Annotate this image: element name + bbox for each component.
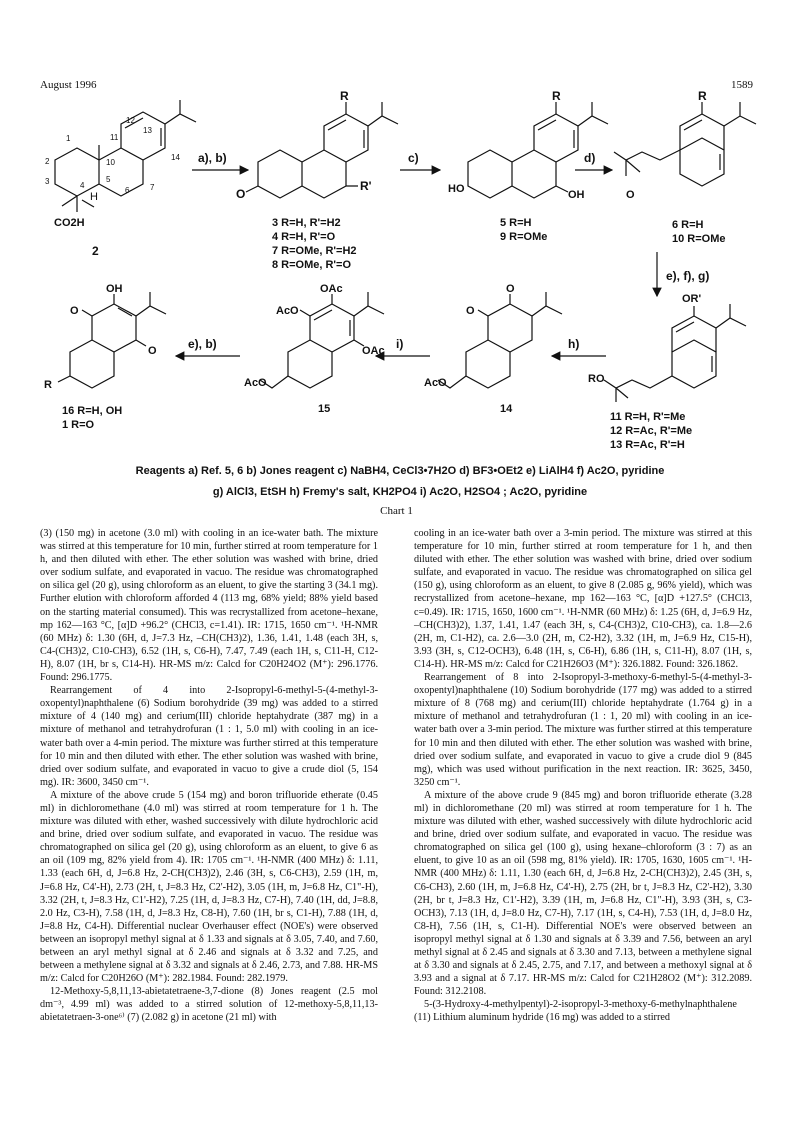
svg-text:12: 12 <box>126 116 135 125</box>
structure-compound-16-1 <box>44 283 166 431</box>
paragraph: 12-Methoxy-5,8,11,13-abietatetraene-3,7-dione (8) Jones reagent (2.5 mol dm⁻³, 4.99 ml) was added to a stirred solution of 12-methoxy-5,8,11,13-abietatetraen-3-one⁶⁾ (7) (2.082 g) in acetone (21 ml) with <box>40 986 378 1024</box>
oh-label: OH <box>106 283 123 295</box>
running-header-date: August 1996 <box>40 79 97 91</box>
left-text-column <box>40 527 378 1025</box>
r-label: R <box>698 90 707 103</box>
compound-10-label: 10 R=OMe <box>672 233 726 245</box>
structure-compound-11-13 <box>588 293 746 451</box>
ho-label: HO <box>448 183 465 195</box>
ro-label: RO <box>588 373 605 385</box>
compound-11-label: 11 R=H, R'=Me <box>610 411 686 423</box>
paragraph: cooling in an ice-water bath over a 3-min period. The mixture was stirred at this temperature for 10 min, further stirred at room temperature for 1 h, and then diluted with ether. The ether solution was washed with brine, dried over sodium sulfate, and evaporated in vacuo. The residue was chromatographed on silica gel (150 g), using chloroform as an eluent, to give 8 (2.085 g, 96% yield), which was recrystallized from acetone–hexane, mp 162—163 °C, [α]D +127.5° (CHCl3, c=0.49). IR: 1715, 1650, 1600 cm⁻¹. ¹H-NMR (60 MHz) δ: 1.25 (6H, d, J=6.9 Hz, –CH(CH3)2), 1.37, 1.41, 1.47 (each 3H, s, C4-(CH3)2, C10-CH3), ca. 1.8—2.6 (2H, m, C1-H2), ca. 2.6—3.0 (2H, m, C2-H2), 3.32 (1H, m, J=6.9 Hz, C15-H), 3.93 (3H, s, C12-OCH3), 6.48 (1H, s, C6-H), 6.86 (1H, s, C11-H), 8.07 (1H, s, C14-H). HR-MS m/z: Calcd for C21H26O3 (M⁺): 326.1882. Found: 326.1862. <box>414 528 752 670</box>
aco-label: AcO <box>276 305 299 317</box>
compound-7-label: 7 R=OMe, R'=H2 <box>272 245 357 257</box>
svg-text:1: 1 <box>66 134 71 143</box>
svg-text:4: 4 <box>80 181 85 190</box>
o-label: O <box>70 305 79 317</box>
paragraph: Rearrangement of 4 into 2-Isopropyl-6-methyl-5-(4-methyl-3-oxopentyl)naphthalene (6) Sodium borohydride (39 mg) was added to a stirred mixture of 4 (140 mg) and cerium(III) chloride heptahydrate (387 mg) in a mixture of methanol and tetrahydrofuran (1 : 1, 5.0 ml) with cooling in an ice-water bath over a 4-min period. The mixture was further stirred at this temperature for 10 min and then diluted with ether. The ether solution was washed with brine, dried over sodium sulfate, and evaporated in vacuo to give a crude diol (5, 154 mg). IR: 3600, 3450 cm⁻¹. <box>40 685 378 788</box>
oac-label: OAc <box>320 283 343 295</box>
svg-text:7: 7 <box>150 183 155 192</box>
structure-compound-2 <box>45 100 196 258</box>
structure-compound-6-10 <box>614 90 756 245</box>
compound-16-label: 16 R=H, OH <box>62 405 123 417</box>
reagents-line-2: g) AlCl3, EtSH h) Fremy's salt, KH2PO4 i) Ac2O, H2SO4 ; Ac2O, pyridine <box>212 486 588 498</box>
r-label: R <box>552 90 561 103</box>
rp-label: R' <box>360 179 372 193</box>
compound-15-label: 15 <box>318 403 331 415</box>
svg-text:14: 14 <box>171 153 180 162</box>
arrow-eb-label: e), b) <box>188 337 217 351</box>
arrow-d-label: d) <box>584 151 596 165</box>
o-label: O <box>506 283 515 295</box>
oh-label: OH <box>568 189 585 201</box>
aco-label: AcO <box>424 377 447 389</box>
r-label: R <box>44 379 52 391</box>
compound-9-label: 9 R=OMe <box>500 231 548 243</box>
structure-compound-3-8 <box>236 90 398 271</box>
svg-text:2: 2 <box>45 157 50 166</box>
paragraph: A mixture of the above crude 5 (154 mg) and boron trifluoride etherate (0.45 ml) in dichloromethane (4.0 ml) was stirred at room temperature for 1 h. The mixture was diluted with ether, washed successively with dilute hydrochloric acid and brine, dried over sodium sulfate, and evaporated in vacuo. The residue was chromatographed on silica gel (20 g), using chloroform as an eluent, to give 6 as an oil (109 mg, 82% yield from 4). IR: 1705 cm⁻¹. ¹H-NMR (400 MHz) δ: 1.11, 1.33 (each 6H, d, J=6.8 Hz, 2-CH(CH3)2), 2.46 (3H, s, C6-CH3), 2.59 (1H, m, J=6.8 Hz, C4'-H), 2.73 (2H, t, J=8.3 Hz, C2'-H2), 3.05 (1H, m, J=6.8 Hz, C1"-H), 3.32 (2H, t, J=8.3 Hz, C1'-H2), 7.25 (1H, d, J=8.3 Hz, C7-H), 7.40 (1H, dd, J=8.8, 2.0 Hz, C3-H), 7.58 (1H, d, J=8.3 Hz, C8-H), 7.60 (1H, br s, C1-H), 7.88 (1H, d, J=8.8 Hz, C4-H). Differential nuclear Overhauser effect (NOE's) were observed between an isopropyl methyl signal at δ 1.33 and signals at δ 3.05, 7.40, and 7.60, between an aryl methyl signal at δ 2.46 and signals at δ 3.32 and 7.25, and between a methylene signal at δ 3.32 and signals at δ 2.46, 2.73, and 7.88. HR-MS m/z: Calcd for C20H26O (M⁺): 282.1984. Found: 282.1979. <box>40 789 378 985</box>
structure-compound-14 <box>424 283 562 415</box>
arrow-i-label: i) <box>396 337 404 351</box>
compound-13-label: 13 R=Ac, R'=H <box>610 439 685 451</box>
reagents-line-1: Reagents a) Ref. 5, 6 b) Jones reagent c) NaBH4, CeCl3•7H2O d) BF3•OEt2 e) LiAlH4 f) Ac2O, pyridine <box>135 465 665 477</box>
h-label: H <box>90 191 98 203</box>
compound-8-label: 8 R=OMe, R'=O <box>272 259 352 271</box>
paragraph: Rearrangement of 8 into 2-Isopropyl-3-methoxy-6-methyl-5-(4-methyl-3-oxopentyl)naphthalene (10) Sodium borohydride (177 mg) was added to a stirred mixture of 8 (768 mg) and cerium(III) chloride heptahydrate (1.764 g) in a mixture of methanol and tetrahydrofuran (1 : 1, 20 ml) with cooling in an ice-water bath over a 3-min period. The mixture was further stirred at this temperature for 10 min and then diluted with ether. The ether solution was washed with brine, dried over sodium sulfate, and evaporated in vacuo to give a crude diol 9 (845 mg), which was used without purification in the next reaction. IR: 3625, 3450, 3250 cm⁻¹. <box>414 672 752 788</box>
paragraph: 5-(3-Hydroxy-4-methylpentyl)-2-isopropyl-3-methoxy-6-methylnaphthalene (11) Lithium aluminum hydride (16 mg) was added to a stirred <box>414 999 737 1024</box>
aco-label: AcO <box>244 377 267 389</box>
compound-1-label: 1 R=O <box>62 419 95 431</box>
r-label: R <box>340 90 349 103</box>
svg-text:3: 3 <box>45 177 50 186</box>
o-label: O <box>466 305 475 317</box>
or-label: OR' <box>682 293 702 305</box>
compound-4-label: 4 R=H, R'=O <box>272 231 336 243</box>
chart-caption: Chart 1 <box>380 505 413 517</box>
reagents-legend <box>60 461 740 503</box>
paragraph: A mixture of the above crude 9 (845 mg) and boron trifluoride etherate (3.28 ml) in dichloromethane (20 ml) was stirred at room temperature for 1 h. The mixture was diluted with ether, washed successively with dilute hydrochloric acid and brine, dried over sodium sulfate, and evaporated in vacuo. The residue was chromatographed on silica gel (100 g), using hexane–chloroform (3 : 7) as an eluent, to give 10 as an oil (598 mg, 81% yield). IR: 1705, 1630, 1605 cm⁻¹. ¹H-NMR (400 MHz) δ: 1.11, 1.30 (each 6H, d, J=6.8 Hz, 2-CH(CH3)2), 2.45 (3H, s, C6-CH3), 2.60 (1H, m, J=6.8 Hz, C4'-H), 2.75 (2H, br t, J=8.3 Hz, C2'-H2), 3.30 (2H, br t, J=8.3 Hz, C1'-H2), 3.39 (1H, m, J=6.8 Hz, C1"-H), 3.93 (3H, s, C3-OCH3), 7.13 (1H, d, J=8.0 Hz, C7-H), 7.17 (1H, s, C4-H), 7.53 (1H, d, J=8.0 Hz, C8-H), 7.56 (1H, s, C1-H). Differential NOE's were observed between an isopropyl methyl signal at δ 1.30 and signals at δ 3.39 and 7.56, between an aryl methyl signal at δ 2.45 and signals at δ 3.30 and 7.13, between a methylene signal at δ 3.30 and signals at δ 2.45, 2.75, and 7.17, and between a methoxyl signal at δ 3.93 and a signal at δ 7.17. HR-MS m/z: Calcd for C21H28O2 (M⁺): 312.2089. Found: 312.2108. <box>414 789 752 998</box>
arrow-efg-label: e), f), g) <box>666 269 710 283</box>
page-number: 1589 <box>731 79 753 91</box>
o-label: O <box>148 345 157 357</box>
compound-5-label: 5 R=H <box>500 217 532 229</box>
arrow-h-label: h) <box>568 337 580 351</box>
co2h-label: CO2H <box>54 217 85 229</box>
compound-3-label: 3 R=H, R'=H2 <box>272 217 341 229</box>
structure-compound-5-9 <box>448 90 608 243</box>
compound-6-label: 6 R=H <box>672 219 704 231</box>
right-text-column <box>414 527 752 1025</box>
o-label: O <box>626 189 635 201</box>
svg-text:10: 10 <box>106 158 115 167</box>
o-label: O <box>236 187 246 201</box>
compound-2-label: 2 <box>92 244 99 258</box>
paragraph: (3) (150 mg) in acetone (3.0 ml) with cooling in an ice-water bath. The mixture was stirred at this temperature for 10 min, further stirred at room temperature for 1 h, and then diluted with ether. The ether solution was washed with brine, dried over sodium sulfate, and evaporated in vacuo. The residue was chromatographed on silica gel (20 g), using chloroform as an eluent, to give the starting 3 (34.1 mg). Further elution with chloroform afforded 4 (113 mg, 68% yield; 88% yield based on the starting material consumed). This was recrystallized from acetone–hexane, mp 162—163 °C, [α]D +96.2° (CHCl3, c=1.41). IR: 1715, 1650 cm⁻¹. ¹H-NMR (60 MHz) δ: 1.30 (6H, d, J=7.3 Hz, –CH(CH3)2), 1.36, 1.41, 1.48 (each 3H, s, C4-(CH3)2, C10-CH3), 6.52 (1H, s, C6-H), 7.47, 7.49 (each 1H, s, C11-H, C12-H), 8.07 (1H, br s, C14-H). HR-MS m/z: Calcd for C20H24O2 (M⁺): 296.1776. Found: 296.1775. <box>40 528 378 684</box>
reaction-scheme <box>0 90 793 460</box>
arrow-ab-label: a), b) <box>198 151 227 165</box>
compound-12-label: 12 R=Ac, R'=Me <box>610 425 693 437</box>
arrow-c-label: c) <box>408 151 419 165</box>
svg-text:5: 5 <box>106 175 111 184</box>
svg-text:13: 13 <box>143 126 152 135</box>
svg-text:6: 6 <box>125 186 130 195</box>
structure-compound-15 <box>244 283 385 415</box>
svg-text:11: 11 <box>110 133 119 142</box>
oac-label: OAc <box>362 345 385 357</box>
compound-14-label: 14 <box>500 403 513 415</box>
